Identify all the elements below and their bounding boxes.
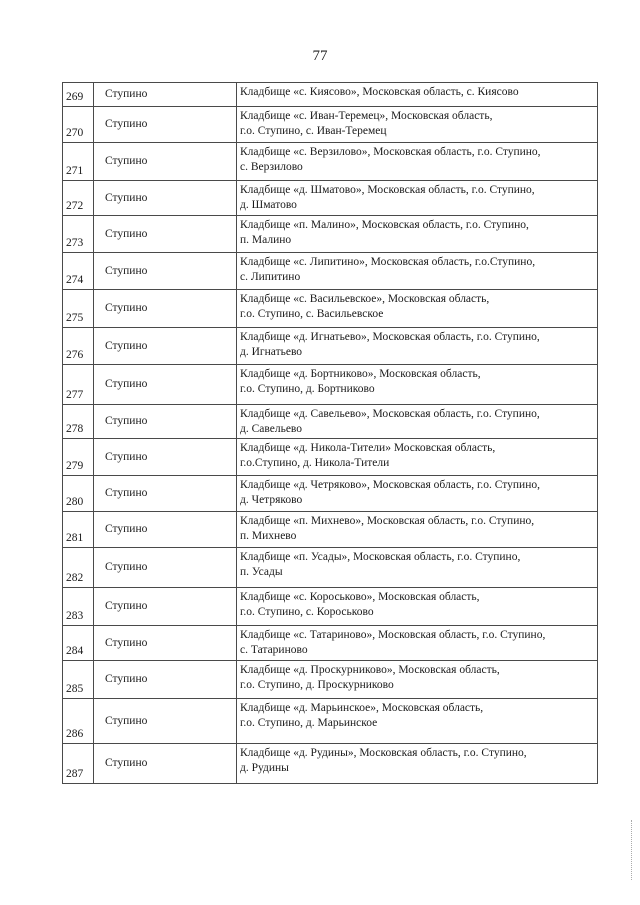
row-number: 286 (66, 728, 84, 740)
cemetery-description-line-1: Кладбище «с. Васильевское», Московская область, (240, 293, 490, 305)
cemetery-description-cell (237, 699, 598, 744)
table-row (63, 744, 598, 784)
table-row (63, 439, 598, 476)
row-number: 270 (66, 127, 84, 139)
city-cell (94, 107, 237, 143)
city-cell (94, 476, 237, 512)
cemetery-description-line-1: Кладбище «п. Михнево», Московская область, г.о. Ступино, (240, 515, 535, 527)
table-row (63, 661, 598, 699)
cemetery-description-cell (237, 661, 598, 699)
city-cell (94, 512, 237, 548)
cemetery-description-line-2: г.о. Ступино, с. Васильевское (240, 308, 384, 320)
cemetery-description-line-2: д. Савельево (240, 423, 303, 435)
row-number: 280 (66, 496, 84, 508)
cemetery-description-cell (237, 83, 598, 107)
row-number-cell (63, 512, 94, 548)
cemetery-description-line-1: Кладбище «д. Шматово», Московская область, г.о. Ступино, (240, 184, 535, 196)
cemetery-description-line-1: Кладбище «с. Верзилово», Московская область, г.о. Ступино, (240, 146, 541, 158)
city-cell (94, 588, 237, 626)
table-row (63, 476, 598, 512)
city-name: Ступино (105, 636, 148, 649)
city-name: Ступино (105, 118, 148, 130)
cemetery-description-line-1: Кладбище «д. Проскурниково», Московская область, (240, 664, 500, 676)
table-row (63, 699, 598, 744)
page-number: 77 (312, 48, 328, 64)
table-row (63, 143, 598, 181)
city-name: Ступино (105, 600, 148, 612)
cemetery-description-cell (237, 548, 598, 588)
row-number-cell (63, 253, 94, 290)
row-number-cell (63, 328, 94, 365)
row-number: 284 (66, 645, 84, 657)
row-number-cell (63, 476, 94, 512)
row-number: 272 (66, 200, 84, 212)
city-name: Ступино (105, 378, 148, 390)
city-name: Ступино (105, 757, 148, 769)
city-cell (94, 83, 237, 107)
cemetery-description-line-2: д. Игнатьево (240, 346, 303, 358)
cemetery-description-line-2: с. Липитино (240, 271, 301, 283)
cemetery-description-line-1: Кладбище «п. Малино», Московская область, г.о. Ступино, (240, 219, 529, 231)
cemetery-description-line-2: п. Усады (240, 566, 283, 578)
cemetery-description-line-1: Кладбище «с. Короськово», Московская область, (240, 591, 480, 603)
cemetery-description-cell (237, 253, 598, 290)
city-cell (94, 661, 237, 699)
row-number-cell (63, 107, 94, 143)
row-number: 275 (66, 312, 84, 324)
row-number: 281 (66, 532, 84, 544)
cemetery-description-line-1: Кладбище «д. Бортниково», Московская область, (240, 368, 481, 380)
cemetery-description-line-2: г.о. Ступино, с. Короськово (240, 606, 374, 618)
table-row (63, 328, 598, 365)
cemetery-description-line-2: п. Малино (240, 234, 292, 246)
row-number-cell (63, 365, 94, 405)
city-cell (94, 216, 237, 253)
scan-margin-dots (631, 820, 634, 880)
cemetery-description-cell (237, 328, 598, 365)
cemetery-description-line-1: Кладбище «д. Никола-Тители» Московская область, (240, 442, 496, 454)
table-row (63, 107, 598, 143)
city-name: Ступино (105, 450, 148, 463)
city-cell (94, 290, 237, 328)
city-cell (94, 181, 237, 216)
cemetery-description-cell (237, 512, 598, 548)
row-number: 283 (66, 610, 84, 622)
table-row (63, 626, 598, 661)
cemetery-description-cell (237, 626, 598, 661)
cemetery-description-line-1: Кладбище «д. Рудины», Московская область, г.о. Ступино, (240, 747, 527, 759)
cemetery-description-cell (237, 107, 598, 143)
city-name: Ступино (105, 227, 148, 240)
table-row (63, 512, 598, 548)
row-number: 274 (66, 274, 84, 286)
city-name: Ступино (105, 264, 148, 277)
cemetery-description-line-2: с. Татариново (240, 644, 308, 656)
row-number-cell (63, 626, 94, 661)
city-cell (94, 439, 237, 476)
city-name: Ступино (105, 714, 148, 727)
city-cell (94, 626, 237, 661)
row-number-cell (63, 83, 94, 107)
table-row (63, 290, 598, 328)
cemetery-description-line-2: п. Михнево (240, 530, 297, 542)
table-row (63, 548, 598, 588)
table-row (63, 83, 598, 107)
row-number: 285 (66, 683, 84, 695)
cemetery-description-line-1: Кладбище «д. Игнатьево», Московская область, г.о. Ступино, (240, 331, 540, 343)
city-name: Ступино (105, 523, 148, 535)
row-number: 276 (66, 349, 84, 361)
row-number-cell (63, 405, 94, 439)
row-number: 269 (66, 91, 84, 103)
city-cell (94, 405, 237, 439)
city-name: Ступино (105, 415, 148, 427)
row-number: 277 (66, 389, 84, 401)
cemetery-description-line-1: Кладбище «д. Савельево», Московская область, г.о. Ступино, (240, 408, 540, 420)
city-name: Ступино (105, 302, 148, 314)
cemetery-description-cell (237, 744, 598, 784)
row-number: 287 (66, 768, 84, 780)
cemetery-description-cell (237, 216, 598, 253)
cemetery-description-line-1: Кладбище «с. Иван-Теремец», Московская область, (240, 110, 493, 122)
cemetery-description-line-2: г.о.Ступино, д. Никола-Тители (240, 457, 390, 469)
row-number-cell (63, 699, 94, 744)
row-number-cell (63, 588, 94, 626)
row-number-cell (63, 290, 94, 328)
table-row (63, 588, 598, 626)
table-row (63, 181, 598, 216)
city-cell (94, 328, 237, 365)
table-row (63, 405, 598, 439)
city-cell (94, 699, 237, 744)
cemetery-description-line-1: Кладбище «с. Липитино», Московская область, г.о.Ступино, (240, 256, 536, 268)
cemetery-description-line-2: д. Шматово (240, 199, 297, 211)
cemetery-description-line-1: Кладбище «д. Марьинское», Московская область, (240, 702, 484, 714)
city-cell (94, 143, 237, 181)
city-cell (94, 548, 237, 588)
row-number-cell (63, 143, 94, 181)
cemetery-description-cell (237, 290, 598, 328)
row-number-cell (63, 181, 94, 216)
city-cell (94, 744, 237, 784)
row-number-cell (63, 744, 94, 784)
cemetery-description-line-1: Кладбище «с. Татариново», Московская область, г.о. Ступино, (240, 629, 546, 641)
city-cell (94, 365, 237, 405)
row-number: 278 (66, 423, 84, 435)
city-name: Ступино (105, 88, 148, 100)
row-number-cell (63, 216, 94, 253)
table-row (63, 253, 598, 290)
cemetery-description-cell (237, 405, 598, 439)
city-name: Ступино (105, 673, 148, 685)
cemetery-description-line-2: с. Верзилово (240, 161, 303, 173)
cemetery-description-line-2: г.о. Ступино, д. Марьинское (240, 717, 378, 729)
cemetery-description-line-2: д. Четряково (240, 494, 303, 506)
row-number: 279 (66, 460, 84, 472)
city-name: Ступино (105, 339, 148, 352)
cemetery-description-line-1: Кладбище «п. Усады», Московская область, г.о. Ступино, (240, 551, 521, 563)
cemetery-description-cell (237, 588, 598, 626)
cemetery-description-line-2: г.о. Ступино, д. Бортниково (240, 383, 375, 395)
row-number: 282 (66, 572, 84, 584)
row-number: 271 (66, 165, 84, 177)
cemetery-description-cell (237, 181, 598, 216)
cemetery-registry-table (62, 82, 598, 784)
row-number-cell (63, 548, 94, 588)
cemetery-description-cell (237, 365, 598, 405)
table-row (63, 216, 598, 253)
city-name: Ступино (105, 191, 148, 204)
row-number-cell (63, 439, 94, 476)
city-name: Ступино (105, 155, 148, 167)
cemetery-description-line-2: д. Рудины (240, 762, 289, 774)
city-name: Ступино (105, 487, 148, 499)
cemetery-description-cell (237, 439, 598, 476)
city-name: Ступино (105, 561, 148, 573)
row-number-cell (63, 661, 94, 699)
cemetery-description-line-1: Кладбище «д. Четряково», Московская область, г.о. Ступино, (240, 479, 540, 491)
cemetery-description-line-2: г.о. Ступино, д. Проскурниково (240, 679, 394, 691)
cemetery-description-line-2: г.о. Ступино, с. Иван-Теремец (240, 125, 387, 137)
city-cell (94, 253, 237, 290)
row-number: 273 (66, 237, 84, 249)
cemetery-description-cell (237, 476, 598, 512)
table-row (63, 365, 598, 405)
cemetery-description-line-1: Кладбище «с. Киясово», Московская область, с. Киясово (240, 86, 519, 98)
table-body (63, 83, 598, 784)
cemetery-description-cell (237, 143, 598, 181)
